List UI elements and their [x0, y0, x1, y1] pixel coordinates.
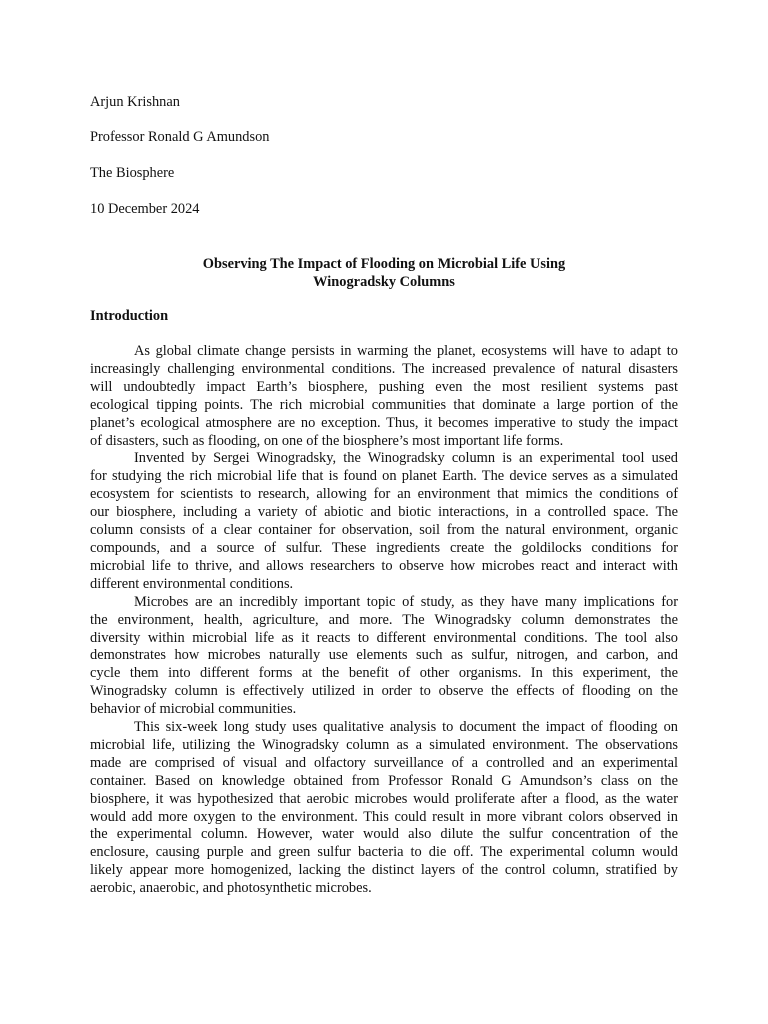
paragraph-line: of disasters, such as flooding, on one of the biosphere’s most important life forms. — [90, 432, 564, 449]
paragraph — [90, 719, 678, 898]
paragraph-line: would add more oxygen to the environment. This could result in more vibrant colors observed in — [90, 808, 678, 825]
paragraph-line: will undoubtedly impact Earth’s biosphere, pushing even the most resilient systems past — [90, 378, 678, 395]
paragraph-line: As global climate change persists in warming the planet, ecosystems will have to adapt to — [134, 343, 678, 359]
paragraph-line: Microbes are an incredibly important topic of study, as they have many implications for — [134, 593, 678, 610]
submission-date: 10 December 2024 — [90, 201, 200, 217]
paragraph-line: increasingly challenging environmental conditions. The increased prevalence of natural disasters — [90, 360, 678, 377]
paragraph-line: made are comprised of visual and olfactory surveillance of a controlled and an experimental — [90, 754, 678, 771]
paragraph — [90, 594, 678, 719]
paragraph-line: biosphere, it was hypothesized that aerobic microbes would proliferate after a flood, as the water — [90, 790, 678, 807]
title-line: Observing The Impact of Flooding on Microbial Life Using — [202, 256, 566, 272]
body-text — [90, 343, 678, 898]
paragraph-line: Winogradsky column is effectively utilized in order to observe the effects of flooding on the — [90, 683, 678, 700]
paragraph-line: Invented by Sergei Winogradsky, the Winogradsky column is an experimental tool used — [134, 450, 678, 467]
author-name: Arjun Krishnan — [90, 94, 180, 110]
paragraph-line: the experimental column. However, water would also dilute the sulfur concentration of the — [90, 826, 678, 843]
paragraph-line: cycle them into different forms at the benefit of other organisms. In this experiment, the — [90, 665, 678, 682]
paragraph-line: enclosure, causing purple and green sulfur bacteria to die off. The experimental column would — [90, 844, 678, 861]
paragraph-line: our biosphere, including a variety of abiotic and biotic interactions, in a controlled space. The — [90, 504, 678, 521]
paper-title — [90, 255, 678, 291]
professor-name: Professor Ronald G Amundson — [90, 129, 270, 145]
paragraph-line: column consists of a clear container for observation, soil from the natural environment, organic — [90, 522, 678, 539]
paragraph-line: aerobic, anaerobic, and photosynthetic microbes. — [90, 880, 372, 897]
title-line: Winogradsky Columns — [313, 274, 455, 290]
paragraph-line: different environmental conditions. — [90, 575, 294, 592]
paragraph-line: for studying the rich microbial life that is found on planet Earth. The device serves as a simulated — [90, 468, 678, 485]
paragraph-line: This six-week long study uses qualitative analysis to document the impact of flooding on — [134, 719, 678, 736]
paragraph-line: diversity within microbial life as it reacts to different environmental conditions. The tool also — [90, 629, 678, 646]
paragraph-line: demonstrates how microbes naturally use elements such as sulfur, nitrogen, and carbon, and — [90, 647, 678, 664]
paragraph-line: compounds, and a source of sulfur. These ingredients create the goldilocks conditions for — [90, 539, 678, 556]
paragraph-line: container. Based on knowledge obtained from Professor Ronald G Amundson’s class on the — [90, 772, 678, 789]
paragraph-line: behavior of microbial communities. — [90, 701, 297, 718]
paragraph-line: the environment, health, agriculture, and more. The Winogradsky column demonstrates the — [90, 611, 678, 628]
paragraph-line: microbial life, utilizing the Winogradsky column as a simulated environment. The observations — [90, 736, 678, 753]
section-heading: Introduction — [90, 308, 169, 324]
paragraph — [90, 343, 678, 450]
course-name: The Biosphere — [90, 165, 175, 181]
paragraph — [90, 450, 678, 593]
paragraph-line: planet’s ecological atmosphere are no exception. Thus, it becomes imperative to study the impact — [90, 414, 678, 431]
paragraph-line: microbial life to thrive, and allows researchers to observe how microbes react and interact with — [90, 557, 678, 574]
paragraph-line: likely appear more homogenized, lacking the distinct layers of the control column, stratified by — [90, 862, 678, 879]
paragraph-line: ecosystem for scientists to research, allowing for an environment that mimics the conditions of — [90, 486, 678, 503]
paragraph-line: ecological tipping points. The rich microbial communities that dominate a large portion of the — [90, 396, 678, 413]
